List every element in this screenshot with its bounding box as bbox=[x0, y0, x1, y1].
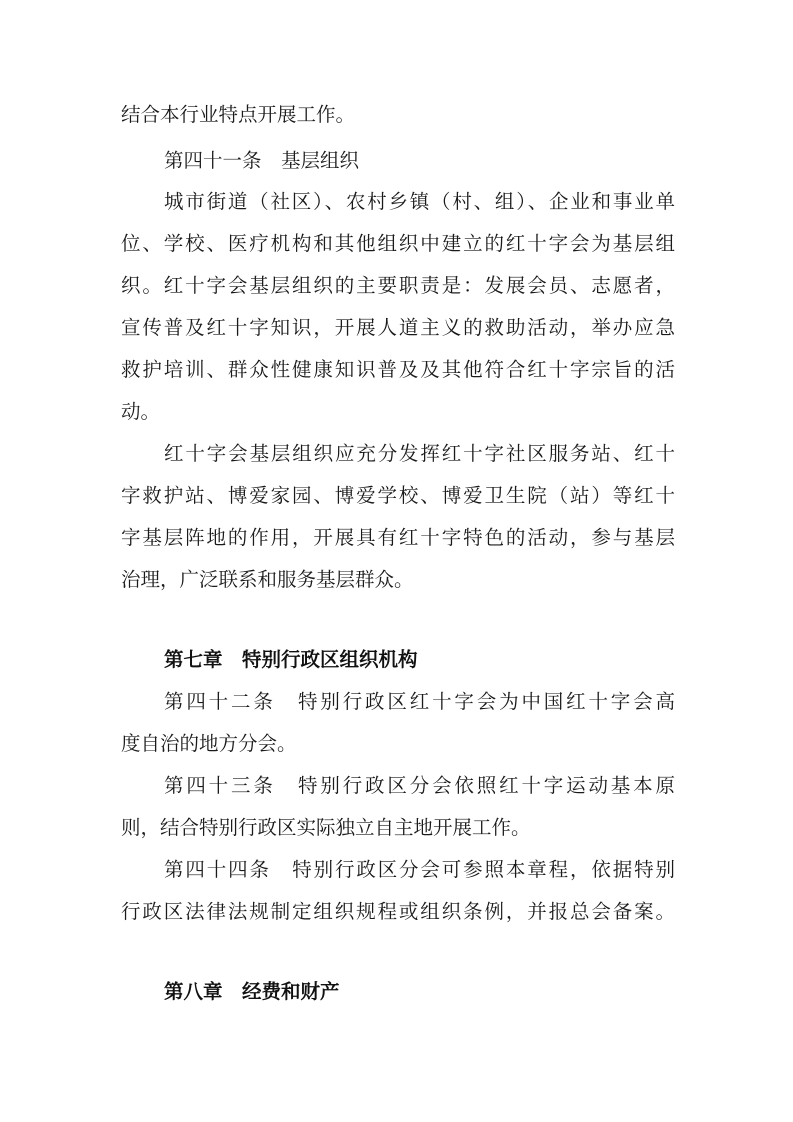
paragraph-line: 行政区法律法规制定组织规程或组织条例，并报总会备案。 bbox=[121, 900, 675, 923]
paragraph-line: 字救护站、博爱家园、博爱学校、博爱卫生院（站）等红十 bbox=[121, 484, 675, 507]
paragraph-line: 度自治的地方分会。 bbox=[121, 732, 297, 755]
paragraph-line: 宣传普及红十字知识，开展人道主义的救助活动，举办应急 bbox=[121, 316, 675, 339]
paragraph-line: 字基层阵地的作用，开展具有红十字特色的活动，参与基层 bbox=[121, 526, 675, 549]
paragraph-line: 红十字会基层组织应充分发挥红十字社区服务站、红十 bbox=[164, 442, 675, 465]
paragraph-line: 结合本行业特点开展工作。 bbox=[121, 103, 356, 126]
paragraph-line: 动。 bbox=[121, 400, 161, 423]
article-44-line: 第四十四条 特别行政区分会可参照本章程，依据特别 bbox=[164, 858, 675, 881]
paragraph-line: 织。红十字会基层组织的主要职责是：发展会员、志愿者， bbox=[121, 274, 675, 297]
paragraph-line: 则，结合特别行政区实际独立自主地开展工作。 bbox=[121, 816, 531, 839]
paragraph-line: 城市街道（社区）、农村乡镇（村、组）、企业和事业单 bbox=[164, 190, 675, 213]
chapter-7-heading: 第七章 特别行政区组织机构 bbox=[164, 648, 418, 671]
article-42-line: 第四十二条 特别行政区红十字会为中国红十字会高 bbox=[164, 690, 675, 713]
paragraph-line: 治理，广泛联系和服务基层群众。 bbox=[121, 568, 414, 591]
paragraph-line: 救护培训、群众性健康知识普及及其他符合红十字宗旨的活 bbox=[121, 358, 675, 381]
chapter-8-heading: 第八章 经费和财产 bbox=[164, 980, 340, 1003]
article-43-line: 第四十三条 特别行政区分会依照红十字运动基本原 bbox=[164, 774, 675, 797]
paragraph-line: 位、学校、医疗机构和其他组织中建立的红十字会为基层组 bbox=[121, 232, 675, 255]
article-41-title: 第四十一条 基层组织 bbox=[164, 149, 360, 172]
